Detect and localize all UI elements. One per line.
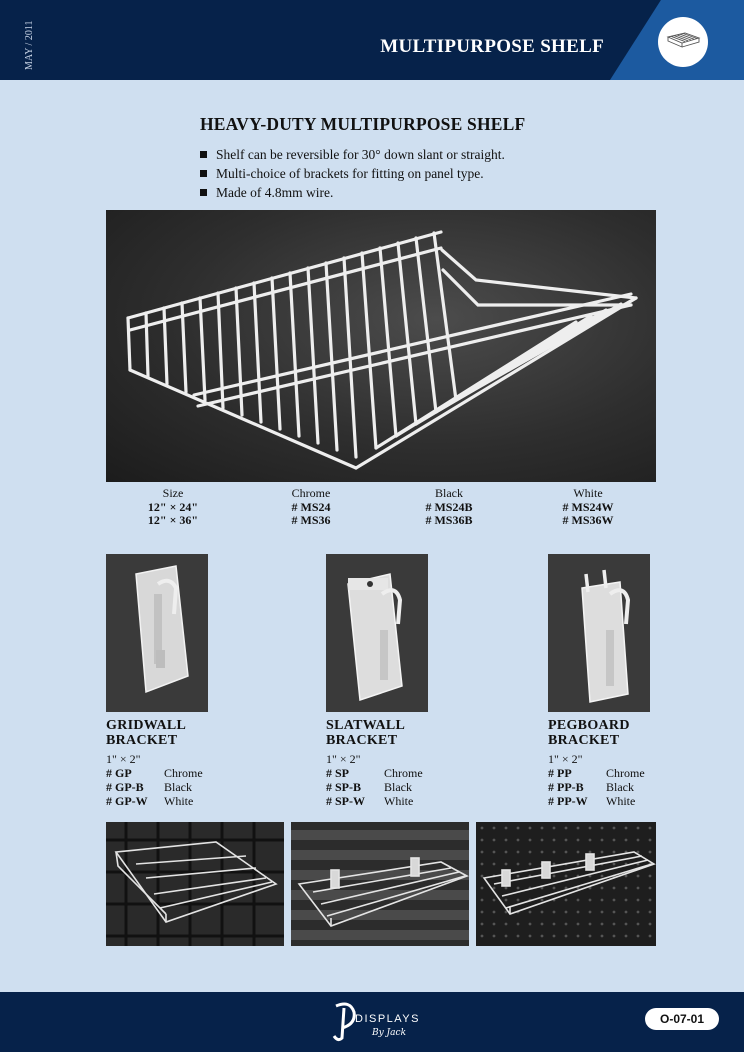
finish: White xyxy=(384,794,414,808)
white-column xyxy=(523,487,653,528)
bracket-sku-row xyxy=(326,766,506,780)
bracket-sku-row xyxy=(548,794,728,808)
pegboard-illustration xyxy=(476,822,656,946)
column-header: Size xyxy=(162,486,184,500)
bracket-name: BRACKET xyxy=(106,733,178,748)
wire-shelf-icon xyxy=(665,29,701,55)
size-column xyxy=(108,487,238,528)
finish: Chrome xyxy=(384,766,423,780)
gridwall-installation-photo xyxy=(106,822,284,946)
logo-subtext: By Jack xyxy=(372,1028,407,1038)
pegboard-installation-photo xyxy=(476,822,656,946)
sku-code: # GP-W xyxy=(106,794,148,808)
sku-code: # SP-B xyxy=(326,780,362,794)
sku-code: # GP xyxy=(106,766,132,780)
bracket-sku-row xyxy=(326,794,506,808)
bracket-sku-row xyxy=(106,794,286,808)
product-heading: HEAVY-DUTY MULTIPURPOSE SHELF xyxy=(200,114,526,134)
sku-code: # PP-B xyxy=(548,780,584,794)
bracket-size: 1" × 2" xyxy=(106,752,141,766)
feature-item: Made of 4.8mm wire. xyxy=(200,183,505,202)
slatwall-installation-photo xyxy=(291,822,469,946)
finish: Black xyxy=(384,780,412,794)
date-label: MAY / 2011 xyxy=(24,20,35,70)
slatwall-bracket-photo xyxy=(326,554,428,712)
pegboard-bracket-photo xyxy=(548,554,650,712)
sku-code: # SP-W xyxy=(326,794,365,808)
bracket-name: SLATWALL xyxy=(326,718,406,733)
bracket-sku-row xyxy=(106,766,286,780)
sku-code: # PP xyxy=(548,766,572,780)
header-badge xyxy=(658,17,708,67)
bracket-name: BRACKET xyxy=(326,733,398,748)
wire-shelf-illustration xyxy=(106,210,656,482)
bracket-sku-row xyxy=(106,780,286,794)
black-column xyxy=(384,487,514,528)
sku-code: # GP-B xyxy=(106,780,144,794)
shelf-main-photo xyxy=(106,210,656,482)
bracket-name: GRIDWALL xyxy=(106,718,187,733)
finish: White xyxy=(606,794,636,808)
gridwall-bracket-info xyxy=(106,718,286,808)
sku-value: # MS24B xyxy=(425,499,473,514)
size-value: 12" × 36" xyxy=(147,513,199,527)
bracket-sku-row xyxy=(548,766,728,780)
column-header: Chrome xyxy=(291,486,331,500)
finish: Black xyxy=(164,780,192,794)
sku-value: # MS24 xyxy=(291,499,331,514)
logo-text: DISPLAYS xyxy=(355,1013,420,1025)
page-title: MULTIPURPOSE SHELF xyxy=(380,36,604,57)
gridwall-bracket-photo xyxy=(106,554,208,712)
sku-code: # SP xyxy=(326,766,350,780)
sku-value: # MS36 xyxy=(291,513,331,527)
slatwall-bracket-info xyxy=(326,718,506,808)
sku-value: # MS36W xyxy=(562,513,614,527)
bracket-sku-row xyxy=(548,780,728,794)
sku-value: # MS24W xyxy=(562,499,614,514)
bracket-sku-row xyxy=(326,780,506,794)
finish: Chrome xyxy=(164,766,203,780)
feature-list xyxy=(200,145,505,202)
column-header: Black xyxy=(435,486,463,500)
size-value: 12" × 24" xyxy=(147,499,199,514)
finish: Black xyxy=(606,780,634,794)
feature-item: Shelf can be reversible for 30° down slant or straight. xyxy=(200,145,505,164)
bracket-size: 1" × 2" xyxy=(326,752,361,766)
chrome-column xyxy=(246,487,376,528)
size-table xyxy=(106,487,656,535)
finish: Chrome xyxy=(606,766,645,780)
column-header: White xyxy=(573,486,603,500)
pegboard-bracket-info xyxy=(548,718,728,808)
finish: White xyxy=(164,794,194,808)
bracket-name: PEGBOARD xyxy=(548,718,630,733)
sku-code: # PP-W xyxy=(548,794,588,808)
bracket-size: 1" × 2" xyxy=(548,752,583,766)
page-code-badge: O-07-01 xyxy=(645,1008,719,1030)
feature-item: Multi-choice of brackets for fitting on panel type. xyxy=(200,164,505,183)
sku-value: # MS36B xyxy=(425,513,473,527)
bracket-name: BRACKET xyxy=(548,733,620,748)
